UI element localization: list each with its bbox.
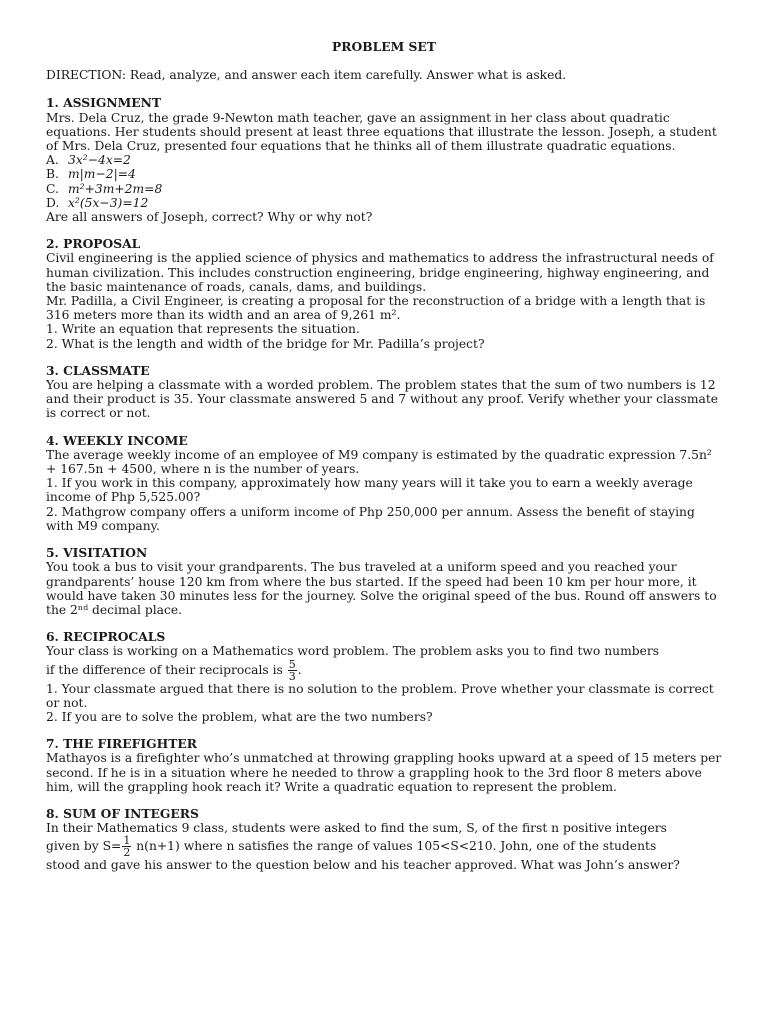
problem-proposal [46, 237, 722, 351]
problem-paragraph: stood and gave his answer to the question below and his teacher approved. What was John’s answer? [46, 858, 680, 873]
page-title: PROBLEM SET [332, 39, 436, 54]
sub-question: 1. Your classmate argued that there is no solution to the problem. Prove whether your classmate is correct or not. [46, 681, 714, 710]
problem-question: Are all answers of Joseph, correct? Why or why not? [46, 210, 373, 225]
problem-sum-of-integers [46, 807, 722, 873]
problem-heading: 5. VISITATION [46, 545, 148, 561]
problem-paragraph: Your class is working on a Mathematics word problem. The problem asks you to find two numbers [46, 644, 660, 659]
problem-paragraph: if the difference of their reciprocals is $\frac{5}{3}$ . [46, 657, 302, 683]
problem-assignment [46, 96, 722, 224]
problem-reciprocals [46, 630, 722, 724]
option-d: D. x²(5x−3)=12 [46, 195, 149, 210]
problem-visitation [46, 546, 722, 617]
problem-paragraph: given by S= $\frac{1}{2}$ n(n+1) where n satisfies the range of values 105<S<210. John, one of the students [46, 834, 657, 860]
fraction: $\frac{5}{3}$ [288, 657, 296, 683]
sub-question: 1. If you work in this company, approximately how many years will it take you to earn a weekly average income of Php 5,525.00? [46, 476, 693, 505]
option-b: B. m|m−2|=4 [46, 167, 136, 182]
problem-paragraph: The average weekly income of an employee of M9 company is estimated by the quadratic expression 7.5n² + 167.5n + 4500, where n is the number of years. [46, 447, 712, 477]
problem-heading: 2. PROPOSAL [46, 236, 141, 252]
problem-paragraph: In their Mathematics 9 class, students were asked to find the sum, S, of the first n positive integers [46, 821, 667, 836]
problem-classmate [46, 364, 722, 421]
sub-question: 2. If you are to solve the problem, what are the two numbers? [46, 709, 433, 724]
problem-heading: 6. RECIPROCALS [46, 629, 166, 645]
problem-heading: 1. ASSIGNMENT [46, 95, 162, 111]
problem-weekly-income [46, 434, 722, 533]
option-a: A. 3x²−4x=2 [46, 153, 131, 168]
sub-question: 1. Write an equation that represents the situation. [46, 322, 360, 337]
fraction: $\frac{1}{2}$ [123, 834, 131, 860]
direction-text: DIRECTION: Read, analyze, and answer each item carefully. Answer what is asked. [46, 68, 567, 83]
problem-heading: 3. CLASSMATE [46, 362, 150, 378]
problem-firefighter [46, 737, 722, 794]
sub-question: 2. What is the length and width of the bridge for Mr. Padilla’s project? [46, 336, 485, 351]
problem-paragraph: You are helping a classmate with a worded problem. The problem states that the sum of two numbers is 12 and their product is 35. Your classmate answered 5 and 7 without any proof. Verify whether your classmate is correct or not. [46, 378, 719, 421]
problem-heading: 7. THE FIREFIGHTER [46, 736, 197, 752]
option-c: C. m²+3m+2m=8 [46, 181, 163, 196]
problem-heading: 8. SUM OF INTEGERS [46, 805, 199, 821]
problem-paragraph: Mathayos is a firefighter who’s unmatched at throwing grappling hooks upward at a speed of 15 meters per second. If he is in a situation where he needed to throw a grappling hook to the 3rd floor 8 meters above him, will the grappling hook reach it? Write a quadratic equation to represent the problem. [46, 751, 722, 794]
problem-heading: 4. WEEKLY INCOME [46, 432, 188, 448]
problem-paragraph: Mr. Padilla, a Civil Engineer, is creating a proposal for the reconstruction of a bridge with a length that is 316 meters more than its width and an area of 9,261 m². [46, 294, 706, 323]
problem-paragraph: Mrs. Dela Cruz, the grade 9-Newton math teacher, gave an assignment in her class about quadratic equations. Her students should present at least three equations that illustrate the lesson. Joseph, a student of Mrs. Dela Cruz, presented four equations that he thinks all of them illustrate quadratic equations. [46, 110, 717, 154]
problem-paragraph: You took a bus to visit your grandparents. The bus traveled at a uniform speed and you reached your grandparents’ house 120 km from where the bus started. If the speed had been 10 km per hour more, it would have taken 30 minutes less for the journey. Solve the original speed of the bus. Round off answers to the 2ⁿᵈ decimal place. [46, 560, 717, 617]
sub-question: 2. Mathgrow company offers a uniform income of Php 250,000 per annum. Assess the benefit of staying with M9 company. [46, 504, 695, 533]
problem-paragraph: Civil engineering is the applied science of physics and mathematics to address the infrastructural needs of human civilization. This includes construction engineering, bridge engineering, highway engineering, and the basic maintenance of roads, canals, dams, and buildings. [46, 251, 714, 294]
